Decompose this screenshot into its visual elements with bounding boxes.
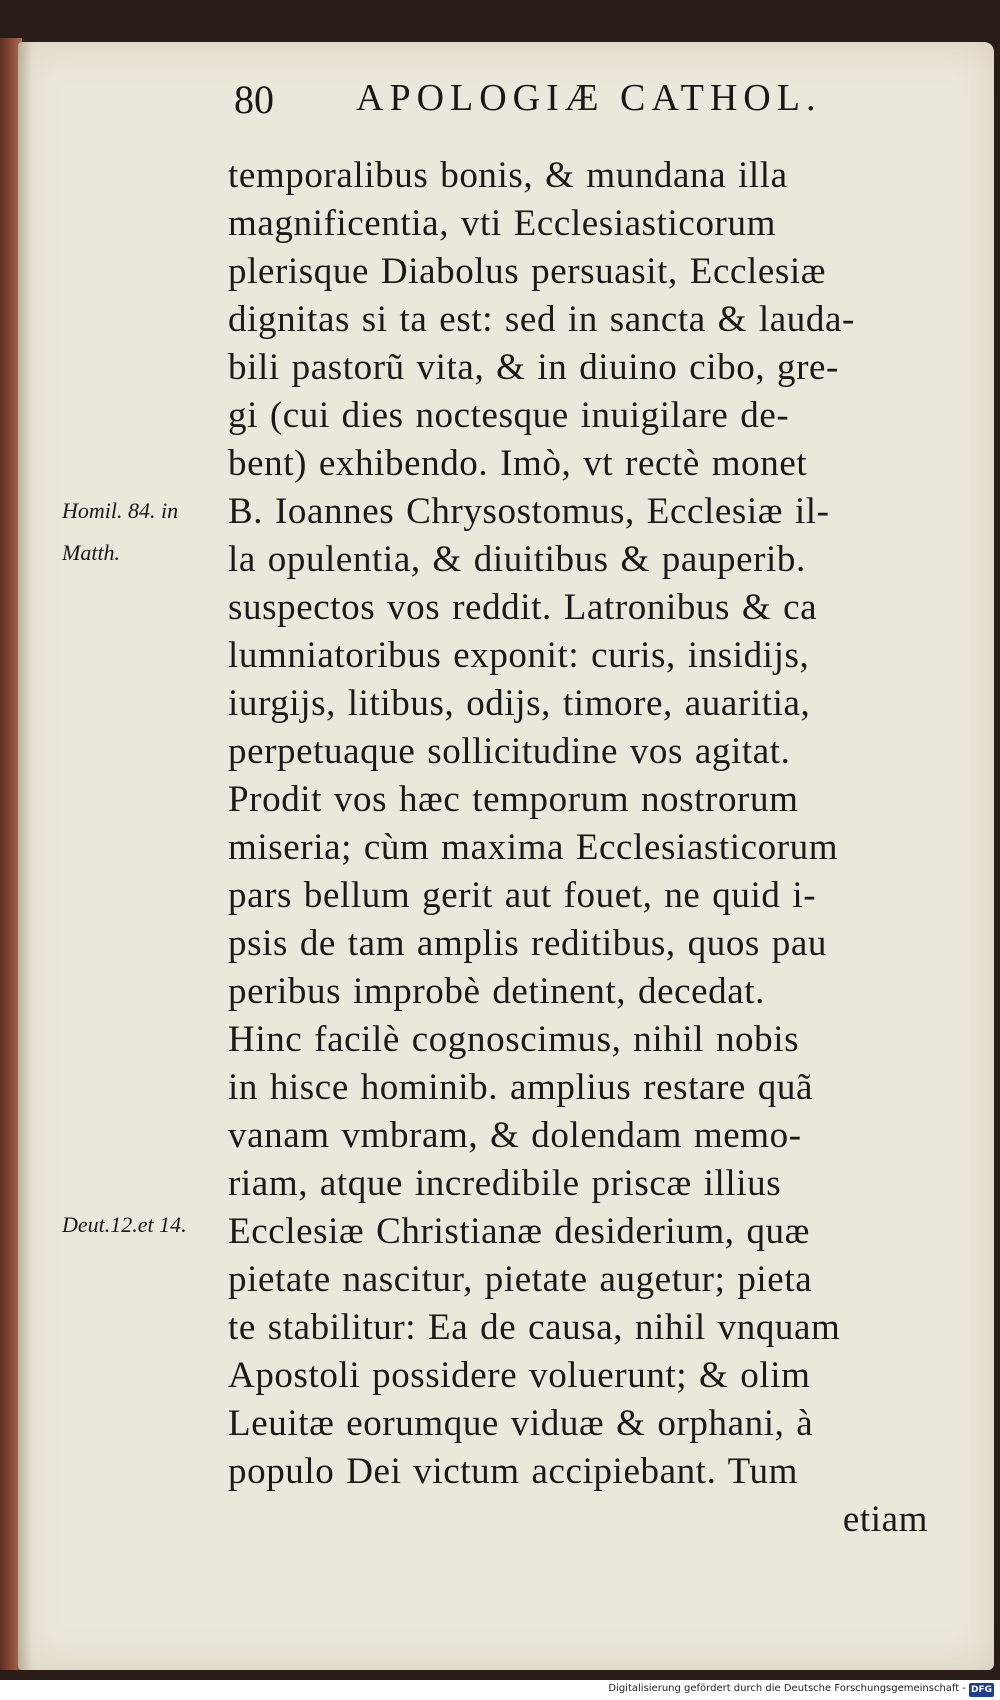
text-line: perpetuaque sollicitudine vos agitat.	[228, 731, 791, 772]
text-line: te stabilitur: Ea de causa, nihil vnquam	[228, 1307, 841, 1348]
margin-note-deuteronomy: Deut.12.et 14.	[62, 1212, 187, 1237]
text-line: miseria; cùm maxima Ecclesiasticorum	[228, 827, 839, 868]
text-line: psis de tam amplis reditibus, quos pau	[228, 923, 827, 964]
text-line: temporalibus bonis, & mundana illa	[228, 155, 788, 196]
digitization-footer	[0, 1680, 1000, 1700]
text-line: plerisque Diabolus persuasit, Ecclesiæ	[228, 251, 827, 292]
page-number: 80	[234, 77, 274, 122]
text-line: vanam vmbram, & dolendam memo-	[228, 1115, 802, 1156]
text-line: Apostoli possidere voluerunt; & olim	[228, 1355, 811, 1396]
text-line: Leuitæ eorumque viduæ & orphani, à	[228, 1403, 814, 1444]
running-title: APOLOGIÆ CATHOL.	[356, 77, 822, 119]
funding-credit: Digitalisierung gefördert durch die Deutsche Forschungsgemeinschaft -	[608, 1683, 966, 1694]
text-line: bili pastorũ vita, & in diuino cibo, gre-	[228, 347, 839, 388]
margin-note-matthew: Matth.	[62, 540, 121, 565]
text-line: B. Ioannes Chrysostomus, Ecclesiæ il-	[228, 491, 830, 532]
text-line: peribus improbè detinent, decedat.	[228, 971, 766, 1012]
margin-note-homily: Homil. 84. in	[62, 498, 179, 523]
text-line: pars bellum gerit aut fouet, ne quid i-	[228, 875, 817, 916]
text-line: bent) exhibendo. Imò, vt rectè monet	[228, 443, 808, 484]
text-line: populo Dei victum accipiebant. Tum	[228, 1451, 798, 1492]
text-line: in hisce hominib. amplius restare quã	[228, 1067, 814, 1108]
text-line: gi (cui dies noctesque inuigilare de-	[228, 395, 790, 436]
text-line: Hinc facilè cognoscimus, nihil nobis	[228, 1019, 800, 1060]
text-line: Prodit vos hæc temporum nostrorum	[228, 779, 799, 820]
catchword: etiam	[842, 1499, 928, 1540]
text-line: dignitas si ta est: sed in sancta & lauda-	[228, 299, 855, 340]
text-line: pietate nascitur, pietate augetur; pieta	[228, 1259, 813, 1300]
text-line: suspectos vos reddit. Latronibus & ca	[228, 587, 818, 628]
text-line: lumniatoribus exponit: curis, insidijs,	[228, 635, 810, 676]
text-line: iurgijs, litibus, odijs, timore, auaritia,	[228, 683, 811, 724]
text-line: la opulentia, & diuitibus & pauperib.	[228, 539, 806, 580]
text-line: riam, atque incredibile priscæ illius	[228, 1163, 782, 1204]
text-line: Ecclesiæ Christianæ desiderium, quæ	[228, 1211, 810, 1252]
dfg-logo: DFG	[970, 1685, 992, 1695]
page-header	[218, 64, 918, 140]
text-line: magnificentia, vti Ecclesiasticorum	[228, 203, 776, 244]
